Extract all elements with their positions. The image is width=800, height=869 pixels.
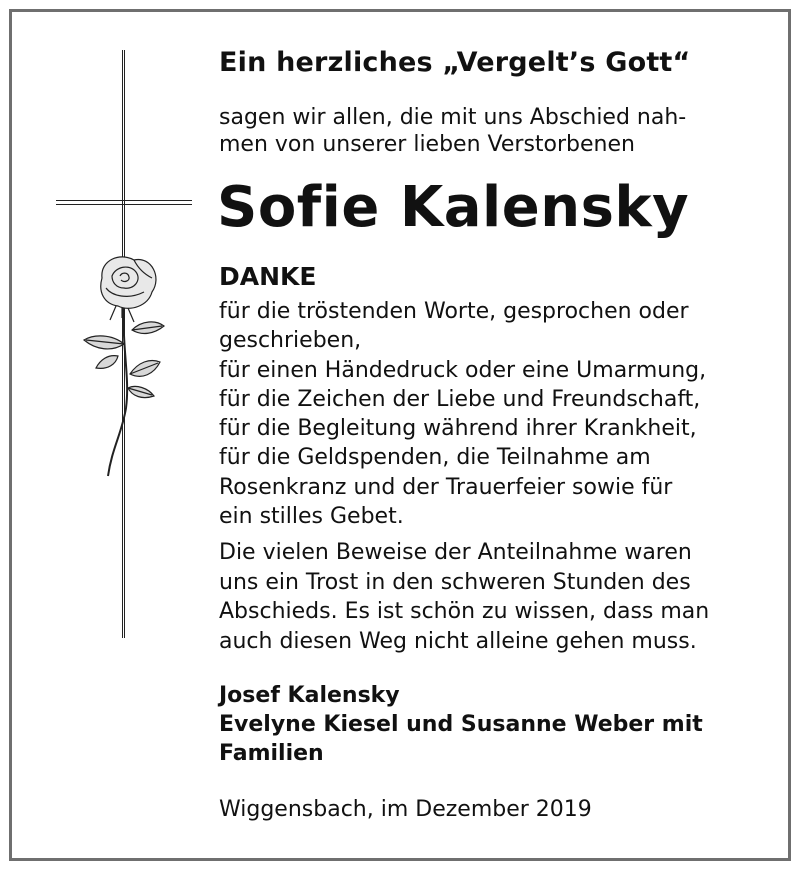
signer-line: Josef Kalensky <box>219 683 400 708</box>
heading: Ein herzliches „Vergelt’s Gott“ <box>219 47 691 78</box>
thanks-heading: DANKE <box>219 262 317 291</box>
deceased-name: Sofie Kalensky <box>217 175 690 240</box>
signer-line: Familien <box>219 741 324 766</box>
closing-paragraph <box>219 538 709 656</box>
signer-line: Evelyne Kiesel und Susanne Weber mit <box>219 712 703 737</box>
thanks-line: für einen Händedruck oder eine Umarmung, <box>219 357 707 383</box>
rose-icon <box>72 248 172 478</box>
thanks-line: ein stilles Gebet. <box>219 504 404 530</box>
closing-line: Abschieds. Es ist schön zu wissen, dass man <box>219 599 710 624</box>
thanks-line: für die Geldspenden, die Teilnahme am <box>219 445 651 471</box>
closing-line: Die vielen Beweise der Anteilnahme waren <box>219 540 692 565</box>
thanks-line: Rosenkranz und der Trauerfeier sowie für <box>219 474 673 500</box>
thanks-line: für die Begleitung während ihrer Krankheit, <box>219 416 697 442</box>
thanks-line: für die tröstenden Worte, gesprochen oder <box>219 299 689 324</box>
closing-line: uns ein Trost in den schweren Stunden des <box>219 569 691 595</box>
thanks-list <box>219 297 706 531</box>
place-date: Wiggensbach, im Dezember 2019 <box>219 797 592 822</box>
intro-line: men von unserer lieben Verstorbenen <box>219 132 635 157</box>
thanks-line: für die Zeichen der Liebe und Freundschaft, <box>219 386 701 412</box>
intro-line: sagen wir allen, die mit uns Abschied nah- <box>219 105 687 130</box>
cross-horizontal-bar <box>56 200 192 205</box>
intro-text <box>219 104 686 158</box>
signers <box>219 681 703 768</box>
thanks-line: geschrieben, <box>219 328 362 354</box>
closing-line: auch diesen Weg nicht alleine gehen muss. <box>219 628 697 654</box>
